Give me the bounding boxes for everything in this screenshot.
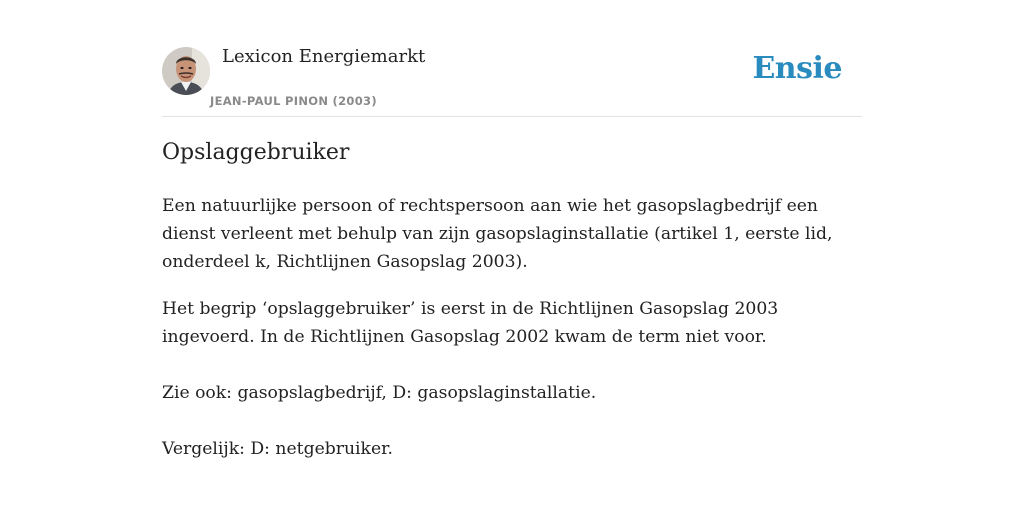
entry-header — [162, 0, 862, 117]
author-name: JEAN-PAUL PINON (2003) — [210, 94, 377, 108]
lexicon-title[interactable]: Lexicon Energiemarkt — [222, 46, 426, 67]
compare-line — [162, 435, 862, 463]
link-gasopslagbedrijf[interactable]: gasopslagbedrijf — [237, 383, 382, 403]
see-also-suffix: . — [590, 383, 597, 403]
compare-prefix: Vergelijk: — [162, 439, 251, 459]
definition-text: Een natuurlijke persoon of rechtspersoon aan wie het gasopslagbedrijf een dienst verleent met behulp van zijn gasopslaginstallatie (artikel 1, eerste lid, onderdeel k, Richtlijnen Gasopslag 2003). — [162, 196, 833, 272]
author-avatar[interactable] — [162, 47, 210, 95]
term-title: Opslaggebruiker — [162, 140, 350, 165]
see-also-prefix: Zie ook: — [162, 383, 238, 403]
ensie-logo[interactable]: Ensie — [752, 51, 842, 86]
entry-card — [162, 0, 862, 459]
link-netgebruiker[interactable]: D: netgebruiker — [250, 439, 388, 459]
link-gasopslaginstallatie[interactable]: D: gasopslaginstallatie — [392, 383, 591, 403]
see-also-line — [162, 379, 862, 407]
note-text: Het begrip ‘opslaggebruiker’ is eerst in de Richtlijnen Gasopslag 2003 ingevoerd. In de Richtlijnen Gasopslag 2002 kwam de term niet voor. — [162, 299, 779, 347]
compare-suffix: . — [387, 439, 393, 459]
author-portrait-icon — [162, 47, 210, 95]
see-also-separator: , — [381, 383, 393, 403]
